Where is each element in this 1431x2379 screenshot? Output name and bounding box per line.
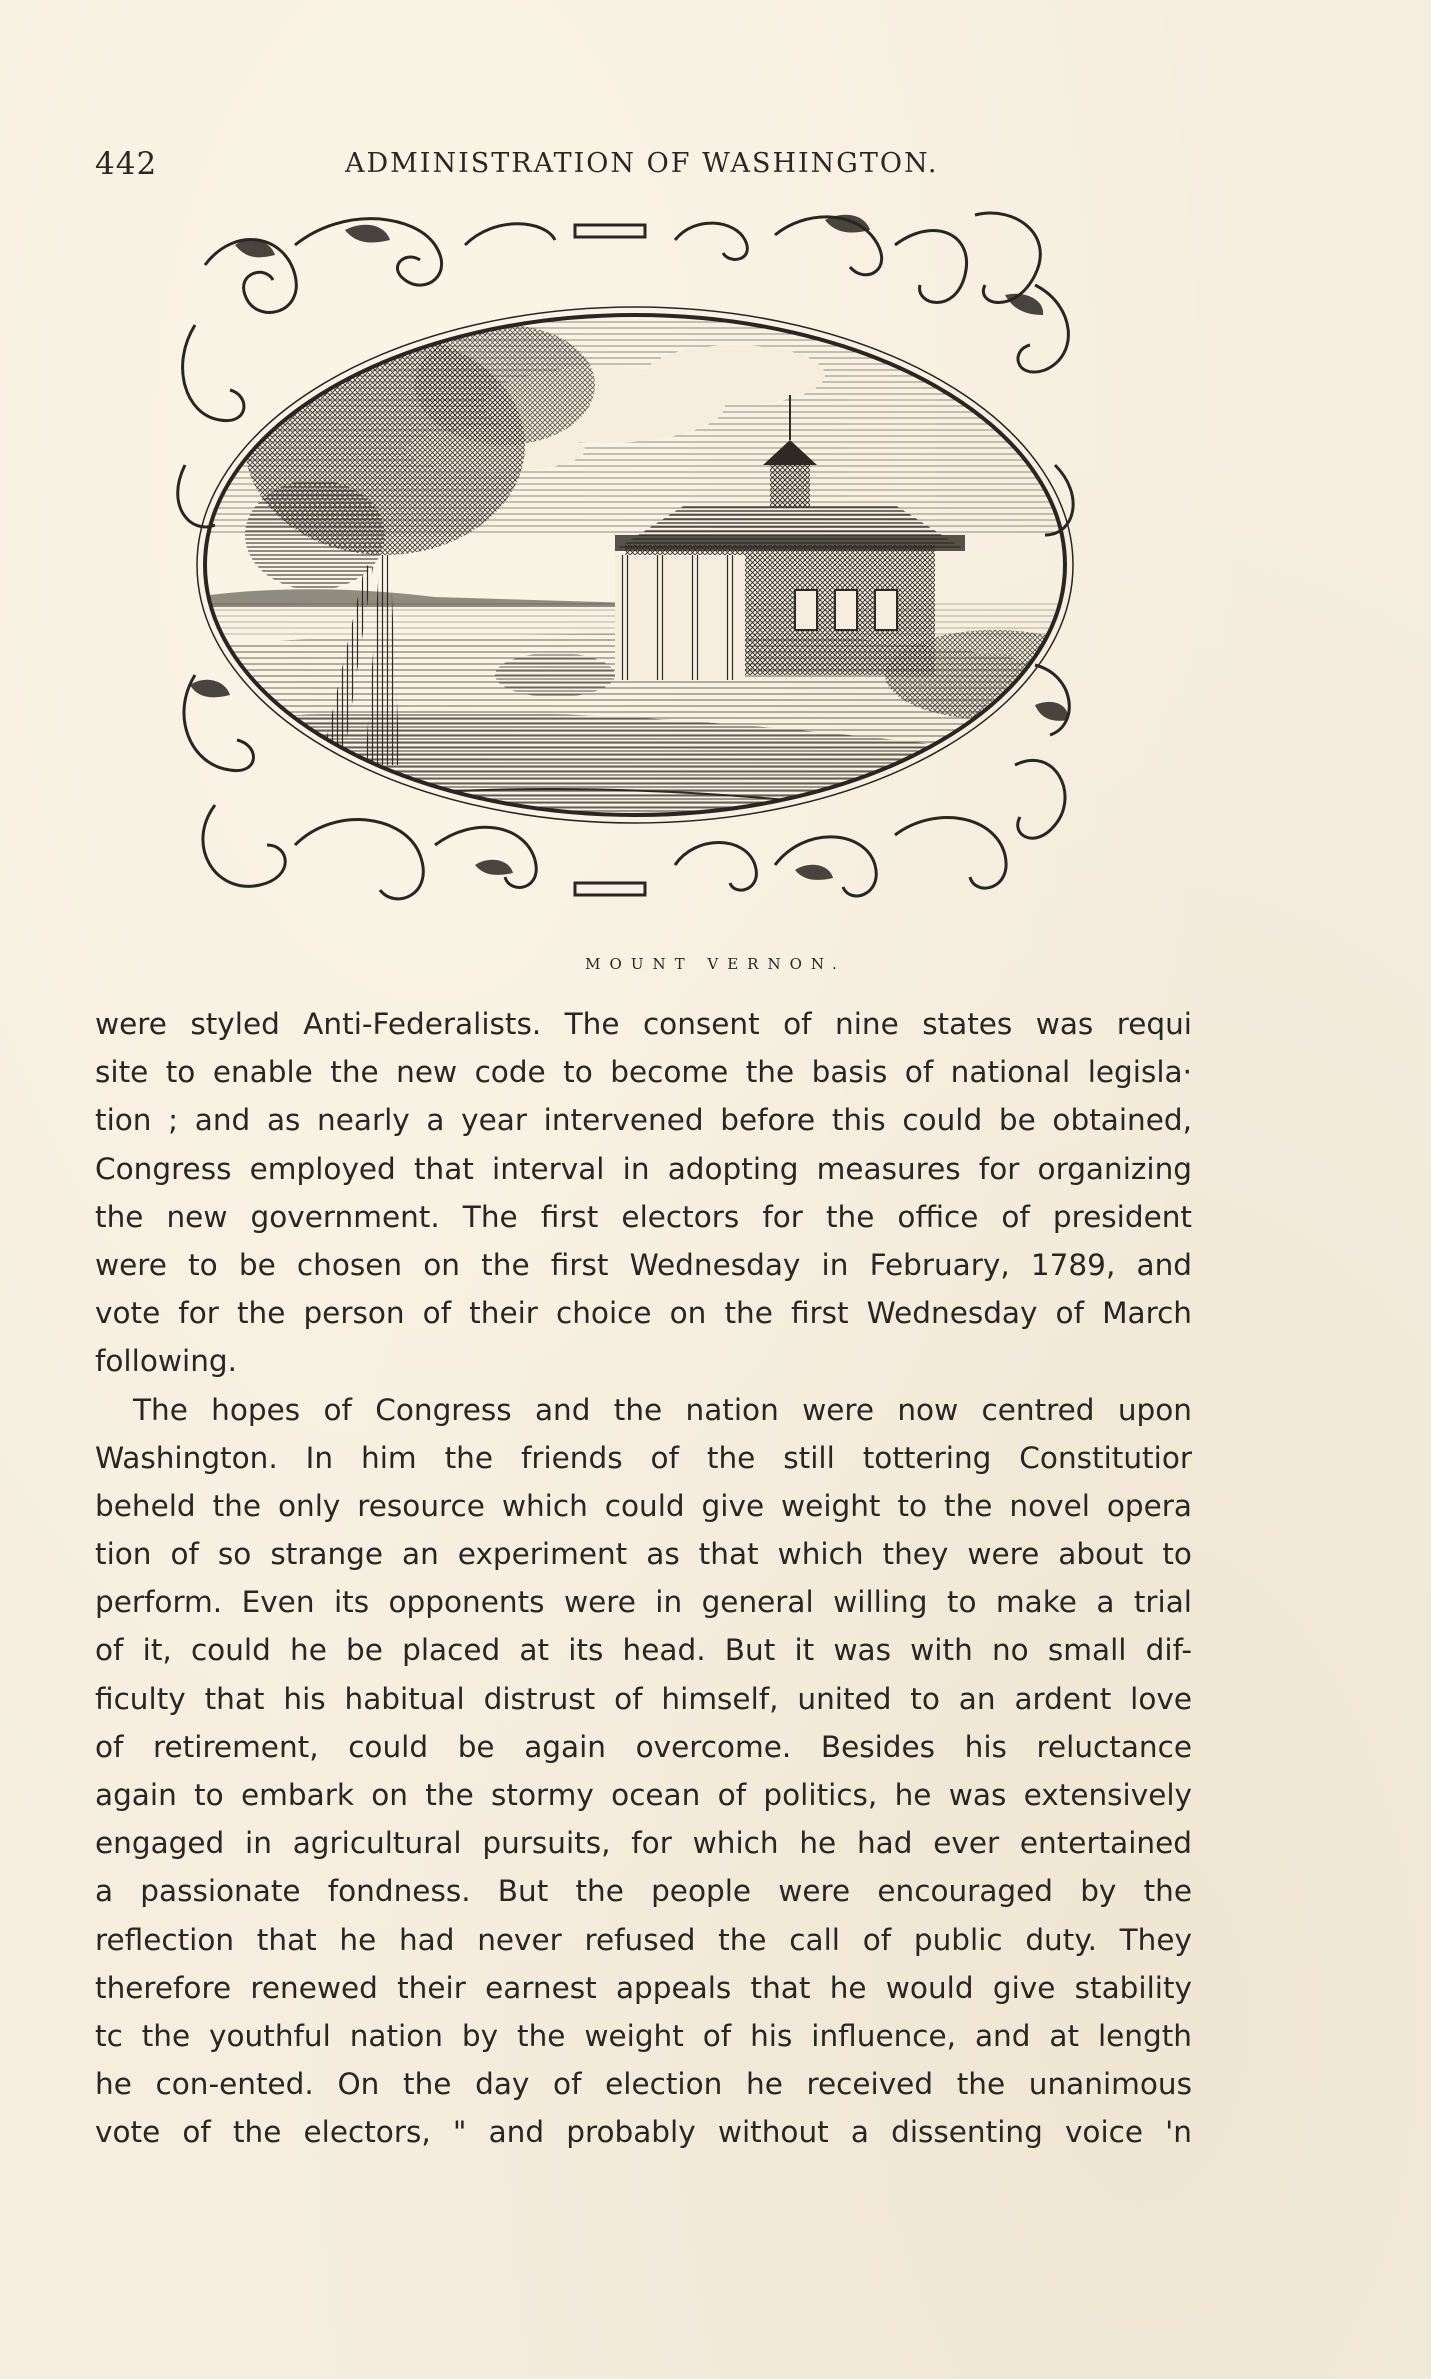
text-line: therefore renewed their earnest appeals that he would give stability (95, 1970, 1192, 2005)
text-line: of retirement, could be again overcome. Besides his reluctance (95, 1729, 1192, 1764)
text-line: were styled Anti-Federalists. The consent of nine states was requi (95, 1007, 1192, 1041)
text-line: again to embark on the stormy ocean of politics, he was extensively (95, 1778, 1192, 1812)
text-line: engaged in agricultural pursuits, for which he had ever entertained (95, 1826, 1192, 1861)
text-line: the new government. The first electors for the office of president (95, 1199, 1192, 1234)
text-line: Washington. In him the friends of the still tottering Constitutior (95, 1440, 1192, 1475)
page-number: 442 (95, 146, 158, 182)
text-line: of it, could he be placed at its head. But it was with no small dif- (95, 1633, 1192, 1668)
text-line: tc the youthful nation by the weight of his influence, and at length (95, 2018, 1192, 2053)
text-line: site to enable the new code to become the basis of national legisla· (95, 1055, 1192, 1090)
text-line: vote of the electors, " and probably without a dissenting voice 'n (95, 2115, 1192, 2150)
text-line: vote for the person of their choice on the first Wednesday of March (95, 1296, 1192, 1331)
text-line: ficulty that his habitual distrust of himself, united to an ardent love (95, 1681, 1192, 1716)
text-line: tion of so strange an experiment as that which they were about to (95, 1537, 1192, 1572)
text-line: were to be chosen on the first Wednesday in February, 1789, and (95, 1247, 1192, 1282)
running-head: ADMINISTRATION OF WASHINGTON. (345, 148, 939, 179)
text-line: he con-ented. On the day of election he received the unanimous (95, 2067, 1192, 2102)
text-line: reflection that he had never refused the call of public duty. They (95, 1922, 1192, 1957)
text-line: Congress employed that interval in adopting measures for organizing (95, 1151, 1192, 1186)
text-line: beheld the only resource which could give weight to the novel opera (95, 1488, 1192, 1523)
mount-vernon-engraving (175, 205, 1095, 925)
text-line: tion ; and as nearly a year intervened before this could be obtained, (95, 1103, 1192, 1138)
page-header (95, 146, 1195, 196)
text-line: following. (95, 1344, 237, 1379)
figure-caption: MOUNT VERNON. (585, 955, 846, 973)
body-text (95, 1000, 1192, 2157)
text-line: a passionate fondness. But the people were encouraged by the (95, 1874, 1192, 1909)
text-line: The hopes of Congress and the nation were now centred upon (133, 1392, 1192, 1427)
text-line: perform. Even its opponents were in general willing to make a trial (95, 1585, 1192, 1620)
